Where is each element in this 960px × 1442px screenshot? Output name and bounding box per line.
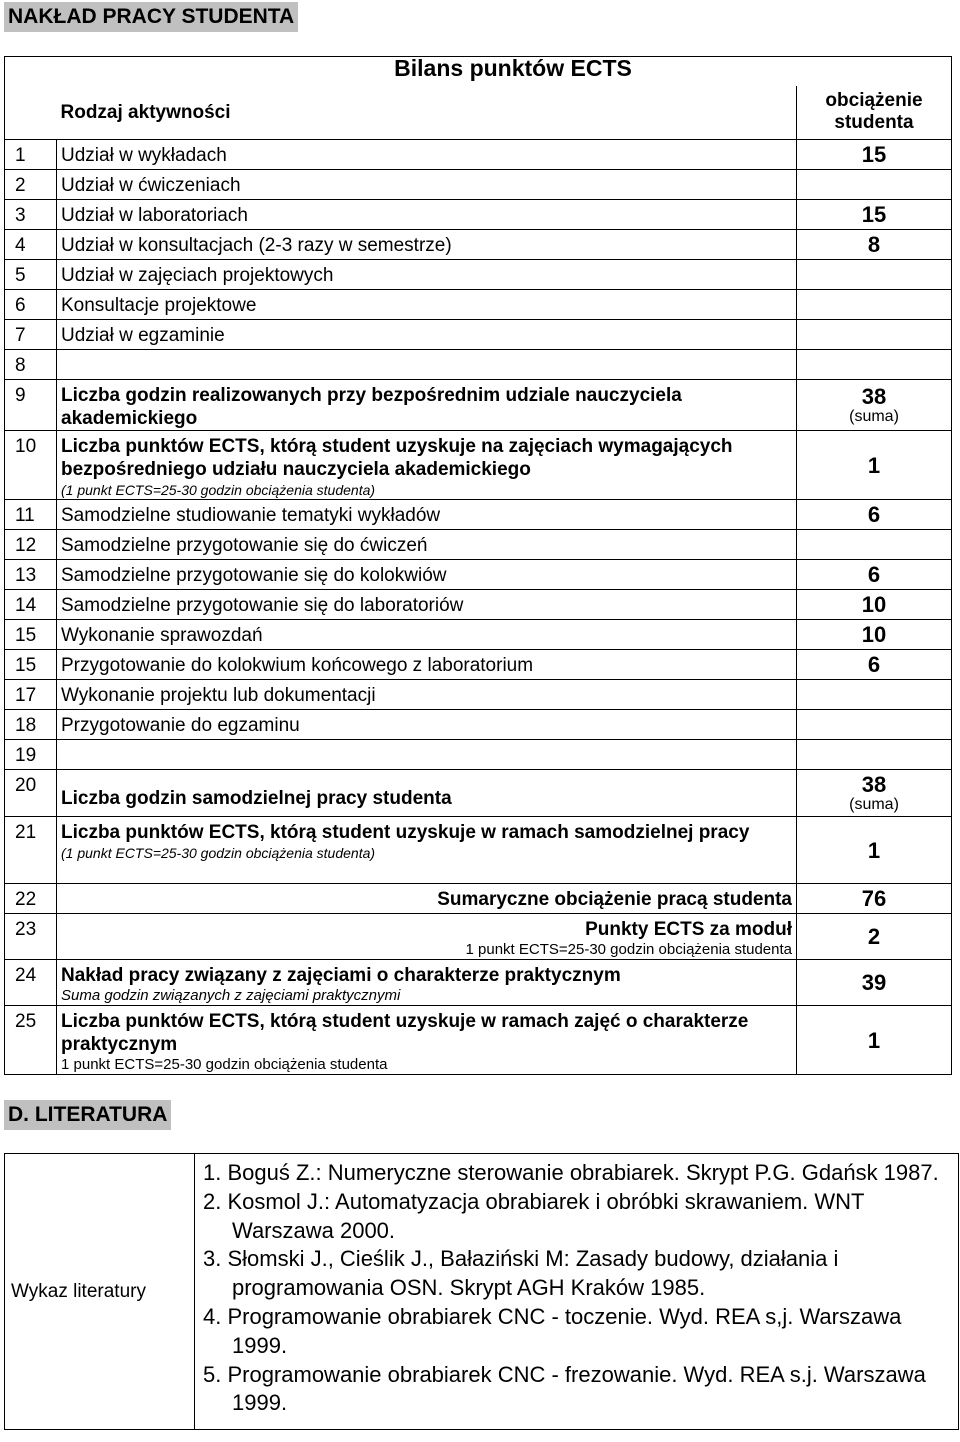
table-row xyxy=(5,560,952,590)
row-number: 14 xyxy=(5,590,57,620)
row-value-number: 8 xyxy=(867,232,881,257)
row-note: (1 punkt ECTS=25-30 godzin obciążenia studenta) xyxy=(61,482,376,498)
row-value xyxy=(797,710,952,740)
table-row xyxy=(5,960,952,1006)
row-label-cell xyxy=(57,590,797,620)
row-label-cell xyxy=(57,530,797,560)
table-row xyxy=(5,740,952,770)
table-row xyxy=(5,680,952,710)
row-value xyxy=(797,770,952,817)
row-value xyxy=(797,140,952,170)
row-value xyxy=(797,560,952,590)
row-value xyxy=(797,350,952,380)
row-number: 21 xyxy=(5,817,57,884)
literature-label: Wykaz literatury xyxy=(5,1154,195,1430)
row-number: 23 xyxy=(5,914,57,960)
literature-item: 4. Programowanie obrabiarek CNC - toczenie. Wyd. REA s,j. Warszawa 1999. xyxy=(203,1303,902,1358)
row-number: 18 xyxy=(5,710,57,740)
row-label-cell xyxy=(57,200,797,230)
row-number: 20 xyxy=(5,770,57,817)
row-label: Punkty ECTS za moduł xyxy=(585,919,792,940)
row-number: 9 xyxy=(5,380,57,431)
row-label: Udział w konsultacjach (2-3 razy w semestrze) xyxy=(61,235,452,256)
row-value xyxy=(797,290,952,320)
row-label-cell xyxy=(57,431,797,500)
row-value xyxy=(797,817,952,884)
row-number: 22 xyxy=(5,884,57,914)
table-row xyxy=(5,770,952,817)
row-value-number: 39 xyxy=(861,970,887,995)
header-load: obciążenie studenta xyxy=(797,86,952,140)
row-number: 7 xyxy=(5,320,57,350)
table-row xyxy=(5,590,952,620)
row-number: 6 xyxy=(5,290,57,320)
table-row xyxy=(5,200,952,230)
row-number: 11 xyxy=(5,500,57,530)
row-value xyxy=(797,740,952,770)
row-label-cell xyxy=(57,620,797,650)
row-value xyxy=(797,260,952,290)
literature-item: 2. Kosmol J.: Automatyzacja obrabiarek i obróbki skrawaniem. WNT Warszawa 2000. xyxy=(203,1188,865,1243)
row-number: 15 xyxy=(5,650,57,680)
row-value xyxy=(797,1006,952,1075)
row-value-number: 1 xyxy=(867,1027,881,1053)
literature-table xyxy=(4,1153,959,1430)
row-value xyxy=(797,380,952,431)
row-label-cell xyxy=(57,710,797,740)
table-row xyxy=(5,290,952,320)
table-row xyxy=(5,914,952,960)
row-value-number: 6 xyxy=(867,502,881,527)
row-value-number: 10 xyxy=(861,592,887,617)
row-label: Udział w wykładach xyxy=(61,145,227,166)
row-number: 8 xyxy=(5,350,57,380)
row-value-note: (suma) xyxy=(849,796,899,813)
row-label-cell xyxy=(57,170,797,200)
row-value xyxy=(797,200,952,230)
row-note: Suma godzin związanych z zajęciami praktycznymi xyxy=(61,987,401,1004)
table-row xyxy=(5,140,952,170)
table-title-row xyxy=(5,57,952,86)
row-label: Przygotowanie do kolokwium końcowego z laboratorium xyxy=(61,655,534,676)
row-number: 3 xyxy=(5,200,57,230)
row-value-number: 1 xyxy=(867,837,881,863)
row-label: Liczba godzin realizowanych przy bezpośrednim udziale nauczyciela akademickiego xyxy=(61,385,682,429)
table-row xyxy=(5,1006,952,1075)
row-label: Konsultacje projektowe xyxy=(61,295,257,316)
row-value xyxy=(797,230,952,260)
row-label: Samodzielne studiowanie tematyki wykładów xyxy=(61,505,441,526)
row-label-cell xyxy=(57,960,797,1006)
table-row xyxy=(5,710,952,740)
literature-item: 5. Programowanie obrabiarek CNC - frezowanie. Wyd. REA s.j. Warszawa 1999. xyxy=(203,1361,926,1416)
row-label: Udział w laboratoriach xyxy=(61,205,248,226)
row-label-cell xyxy=(57,914,797,960)
row-label: Przygotowanie do egzaminu xyxy=(61,715,300,736)
row-number: 1 xyxy=(5,140,57,170)
table-row xyxy=(5,431,952,500)
row-label: Nakład pracy związany z zajęciami o charakterze praktycznym xyxy=(61,965,621,986)
row-label: Liczba godzin samodzielnej pracy studenta xyxy=(61,787,452,809)
row-value-number: 6 xyxy=(867,652,881,677)
row-value-number: 6 xyxy=(867,562,881,587)
row-note: 1 punkt ECTS=25-30 godzin obciążenia studenta xyxy=(465,941,792,958)
row-label: Sumaryczne obciążenie pracą studenta xyxy=(437,889,792,910)
row-label-cell xyxy=(57,560,797,590)
row-label-cell xyxy=(57,500,797,530)
row-label-cell xyxy=(57,140,797,170)
row-label-cell xyxy=(57,740,797,770)
row-value xyxy=(797,500,952,530)
row-value xyxy=(797,530,952,560)
row-number: 2 xyxy=(5,170,57,200)
row-number: 4 xyxy=(5,230,57,260)
row-label-cell xyxy=(57,1006,797,1075)
row-label: Wykonanie projektu lub dokumentacji xyxy=(61,685,376,706)
row-value xyxy=(797,620,952,650)
row-value xyxy=(797,960,952,1006)
row-label: Liczba punktów ECTS, którą student uzyskuje na zajęciach wymagających bezpośredniego udziału nauczyciela akademickiego xyxy=(61,436,733,480)
table-row xyxy=(5,884,952,914)
row-value xyxy=(797,650,952,680)
table-row xyxy=(5,170,952,200)
table-row xyxy=(5,380,952,431)
row-label-cell xyxy=(57,290,797,320)
table-title: Bilans punktów ECTS xyxy=(5,57,952,86)
table-row xyxy=(5,230,952,260)
row-label-cell xyxy=(57,680,797,710)
row-value xyxy=(797,431,952,500)
literature-item: 1. Boguś Z.: Numeryczne sterowanie obrabiarek. Skrypt P.G. Gdańsk 1987. xyxy=(203,1160,939,1185)
row-label-cell xyxy=(57,770,797,817)
literature-list xyxy=(203,1155,952,1428)
row-value xyxy=(797,590,952,620)
row-label: Wykonanie sprawozdań xyxy=(61,625,263,646)
row-value-number: 38 xyxy=(861,772,887,797)
row-number: 19 xyxy=(5,740,57,770)
row-label-cell xyxy=(57,230,797,260)
row-value-number: 76 xyxy=(861,886,887,911)
row-value-number: 10 xyxy=(861,622,887,647)
header-row xyxy=(5,86,952,140)
row-value-note: (suma) xyxy=(849,408,899,425)
row-label-cell xyxy=(57,817,797,884)
literature-item: 3. Słomski J., Cieślik J., Bałaziński M: Zasady budowy, działania i programowania OSN. Skrypt AGH Kraków 1985. xyxy=(203,1246,839,1301)
row-label: Liczba punktów ECTS, którą student uzyskuje w ramach samodzielnej pracy xyxy=(61,822,750,843)
row-number: 17 xyxy=(5,680,57,710)
row-number: 25 xyxy=(5,1006,57,1075)
literature-heading: D. LITERATURA xyxy=(4,1100,171,1130)
header-activity: Rodzaj aktywności xyxy=(57,86,797,140)
row-number: 15 xyxy=(5,620,57,650)
table-row xyxy=(5,350,952,380)
table-row xyxy=(5,500,952,530)
row-note: 1 punkt ECTS=25-30 godzin obciążenia studenta xyxy=(61,1056,388,1073)
row-value-number: 15 xyxy=(861,202,887,227)
row-value-number: 38 xyxy=(861,384,887,409)
section-heading: NAKŁAD PRACY STUDENTA xyxy=(4,2,298,32)
row-value xyxy=(797,914,952,960)
table-row xyxy=(5,530,952,560)
row-value-number: 2 xyxy=(867,924,881,949)
row-label-cell xyxy=(57,350,797,380)
row-number: 10 xyxy=(5,431,57,500)
row-label: Liczba punktów ECTS, którą student uzyskuje w ramach zajęć o charakterze praktycznym xyxy=(61,1011,749,1055)
row-number: 5 xyxy=(5,260,57,290)
table-row xyxy=(5,320,952,350)
row-label: Samodzielne przygotowanie się do ćwiczeń xyxy=(61,535,428,556)
table-row xyxy=(5,620,952,650)
row-label: Udział w ćwiczeniach xyxy=(61,175,241,196)
row-label: Udział w egzaminie xyxy=(61,325,225,346)
table-row xyxy=(5,817,952,884)
row-value xyxy=(797,884,952,914)
row-value-number: 1 xyxy=(867,452,881,478)
row-label: Samodzielne przygotowanie się do kolokwiów xyxy=(61,565,447,586)
row-value xyxy=(797,680,952,710)
row-label-cell xyxy=(57,884,797,914)
table-row xyxy=(5,650,952,680)
row-value xyxy=(797,170,952,200)
row-note: (1 punkt ECTS=25-30 godzin obciążenia studenta) xyxy=(61,845,376,861)
row-label: Udział w zajęciach projektowych xyxy=(61,265,334,286)
row-number: 24 xyxy=(5,960,57,1006)
ects-table xyxy=(4,56,952,1075)
row-value xyxy=(797,320,952,350)
row-label-cell xyxy=(57,380,797,431)
row-number: 13 xyxy=(5,560,57,590)
row-label-cell xyxy=(57,320,797,350)
row-label-cell xyxy=(57,260,797,290)
row-label-cell xyxy=(57,650,797,680)
table-row xyxy=(5,260,952,290)
row-label: Samodzielne przygotowanie się do laboratoriów xyxy=(61,595,464,616)
row-number: 12 xyxy=(5,530,57,560)
row-value-number: 15 xyxy=(861,142,887,167)
